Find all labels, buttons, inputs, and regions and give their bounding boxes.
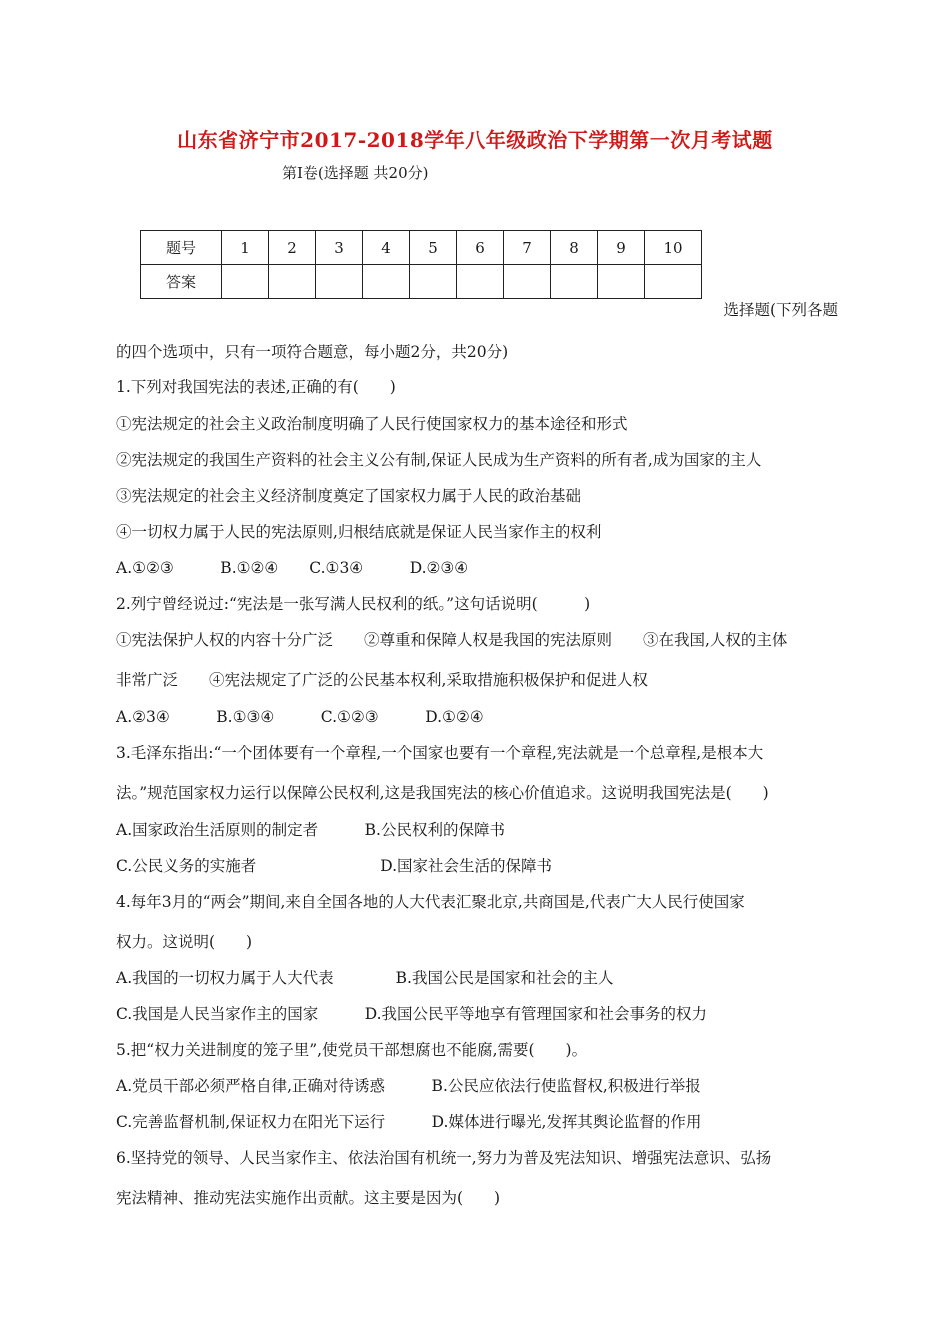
document-title: 山东省济宁市2017-2018学年八年级政治下学期第一次月考试题 [177,128,773,152]
table-cell-number: 3 [316,231,363,265]
question-line: 6.坚持党的领导、人民当家作主、依法治国有机统一,努力为普及宪法知识、增强宪法意识、弘扬 [116,1149,772,1167]
table-cell-number: 2 [269,231,316,265]
question-line: 1.下列对我国宪法的表述,正确的有( ) [116,378,396,396]
question-line: ②宪法规定的我国生产资料的社会主义公有制,保证人民成为生产资料的所有者,成为国家的主人 [116,451,762,469]
table-cell-number: 8 [551,231,598,265]
answer-options: C.我国是人民当家作主的国家 D.我国公民平等地享有管理国家和社会事务的权力 [116,1005,708,1023]
answer-cell[interactable] [504,265,551,299]
table-header-answer: 答案 [141,265,222,299]
question-line: 2.列宁曾经说过:“宪法是一张写满人民权利的纸。”这句话说明( ) [116,595,591,613]
table-cell-number: 5 [410,231,457,265]
table-cell-number: 7 [504,231,551,265]
table-cell-number: 10 [645,231,702,265]
answer-table [140,230,702,299]
table-cell-number: 1 [222,231,269,265]
answer-options: C.公民义务的实施者 D.国家社会生活的保障书 [116,857,553,875]
question-line: 宪法精神、推动宪法实施作出贡献。这主要是因为( ) [116,1189,501,1207]
question-line: ③宪法规定的社会主义经济制度奠定了国家权力属于人民的政治基础 [116,487,582,505]
answer-cell[interactable] [551,265,598,299]
answer-cell[interactable] [410,265,457,299]
table-cell-number: 6 [457,231,504,265]
answer-options: A.国家政治生活原则的制定者 B.公民权利的保障书 [116,821,505,839]
answer-cell[interactable] [645,265,702,299]
answer-cell[interactable] [457,265,504,299]
question-line: 5.把“权力关进制度的笼子里”,使党员干部想腐也不能腐,需要( )。 [116,1041,588,1059]
question-line: ①宪法保护人权的内容十分广泛 ②尊重和保障人权是我国的宪法原则 ③在我国,人权的主体 [116,631,788,649]
answer-cell[interactable] [316,265,363,299]
question-line: 非常广泛 ④宪法规定了广泛的公民基本权利,采取措施积极保护和促进人权 [116,671,648,689]
table-header-question-number: 题号 [141,231,222,265]
answer-cell[interactable] [598,265,645,299]
table-cell-number: 4 [363,231,410,265]
answer-options: A.党员干部必须严格自律,正确对待诱惑 B.公民应依法行使监督权,积极进行举报 [116,1077,701,1095]
section-intro-fragment: 选择题(下列各题 [723,301,838,319]
question-line: 权力。这说明( ) [116,933,253,951]
answer-cell[interactable] [363,265,410,299]
answer-options: A.我国的一切权力属于人大代表 B.我国公民是国家和社会的主人 [116,969,614,987]
section-subtitle: 第Ⅰ卷(选择题 共20分) [282,164,429,182]
question-line: 法。”规范国家权力运行以保障公民权利,这是我国宪法的核心价值追求。这说明我国宪法是( ) [116,784,769,802]
answer-options: C.完善监督机制,保证权力在阳光下运行 D.媒体进行曝光,发挥其舆论监督的作用 [116,1113,702,1131]
question-line: ④一切权力属于人民的宪法原则,归根结底就是保证人民当家作主的权利 [116,523,602,541]
answer-cell[interactable] [269,265,316,299]
answer-options: A.①②③ B.①②④ C.①3④ D.②③④ [116,559,469,577]
answer-table-number-row [141,231,702,265]
answer-cell[interactable] [222,265,269,299]
question-line: ①宪法规定的社会主义政治制度明确了人民行使国家权力的基本途径和形式 [116,415,628,433]
section-intro: 的四个选项中，只有一项符合题意，每小题2分，共20分) [116,343,509,361]
question-line: 4.每年3月的“两会”期间,来自全国各地的人大代表汇聚北京,共商国是,代表广大人民行使国家 [116,893,745,911]
answer-table-answer-row [141,265,702,299]
answer-options: A.②3④ B.①③④ C.①②③ D.①②④ [116,708,484,726]
table-cell-number: 9 [598,231,645,265]
question-line: 3.毛泽东指出:“一个团体要有一个章程,一个国家也要有一个章程,宪法就是一个总章程,是根本大 [116,744,764,762]
